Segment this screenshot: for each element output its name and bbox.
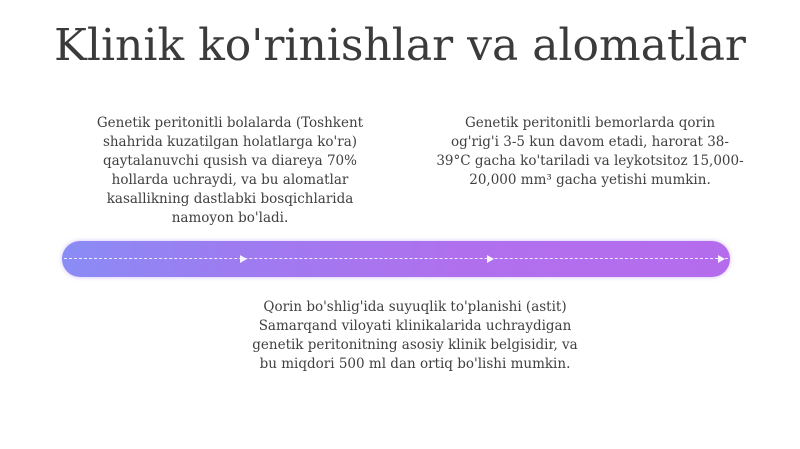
timeline-bar [62, 241, 730, 277]
arrow-right-icon [487, 255, 494, 263]
arrow-right-icon [718, 255, 725, 263]
timeline-dashed-line [64, 258, 728, 259]
arrow-right-icon [240, 255, 247, 263]
text-block-right: Genetik peritonitli bemorlarda qorin og'rig'i 3-5 kun davom etadi, harorat 38- 39°C gacha ko'tariladi va leykotsitoz 15,000- 20,000 mm³ gacha yetishi mumkin. [436, 115, 744, 188]
page-title: Klinik ko'rinishlar va alomatlar [54, 20, 746, 71]
text-block-bottom: Qorin bo'shlig'ida suyuqlik to'planishi (astit) Samarqand viloyati klinikalarida uchraydigan genetik peritonitning asosiy klinik belgisidir, va bu miqdori 500 ml dan ortiq bo'lishi mumkin. [252, 299, 578, 372]
text-block-left: Genetik peritonitli bolalarda (Toshkent shahrida kuzatilgan holatlarga ko'ra) qaytalanuvchi qusish va diareya 70% hollarda uchraydi, va bu alomatlar kasallikning dastlabki bosqichlarida namoyon bo'ladi. [96, 115, 364, 226]
